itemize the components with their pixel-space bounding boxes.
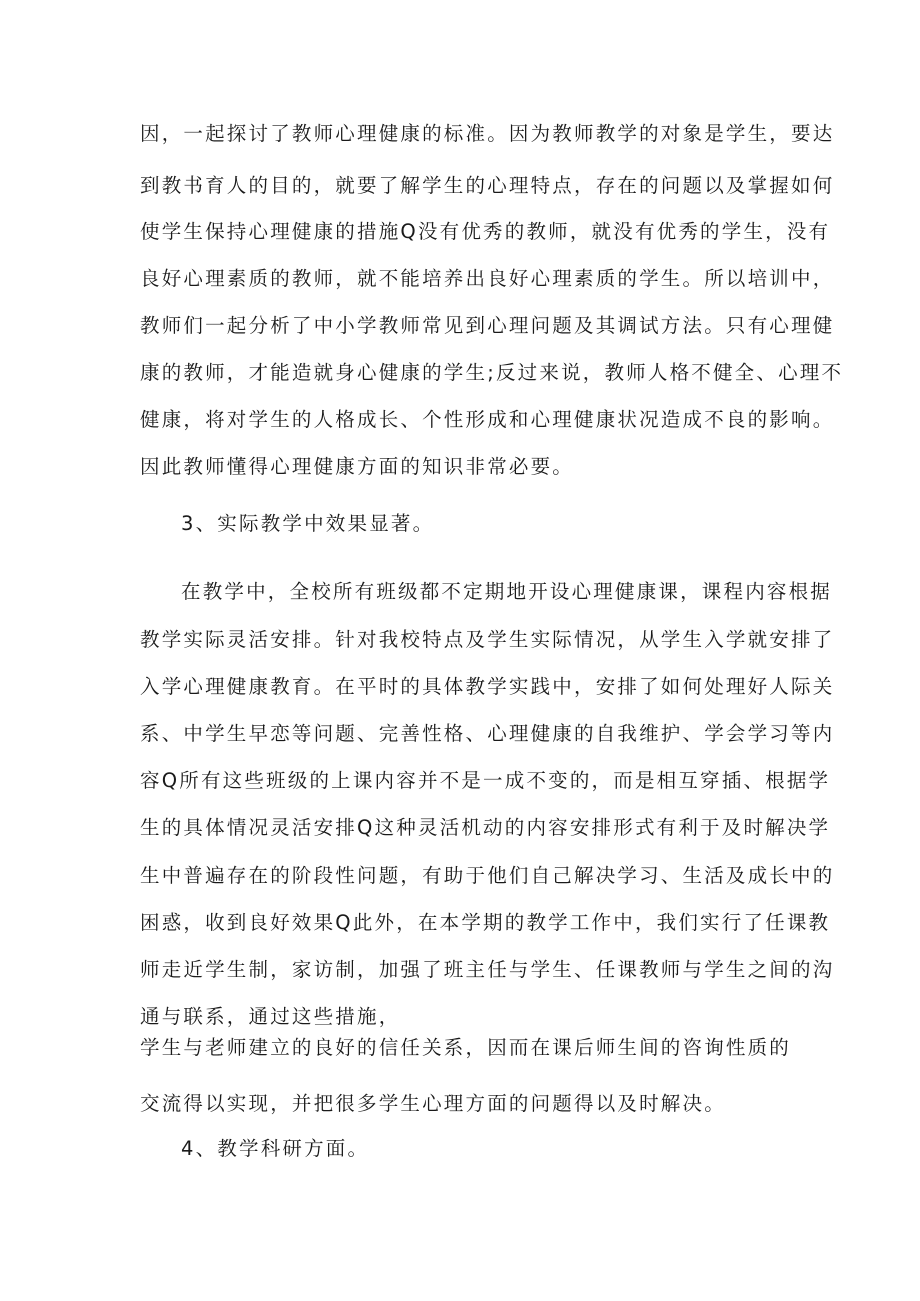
text-line: 容Q所有这些班级的上课内容并不是一成不变的，而是相互穿插、根据学 [140, 769, 831, 792]
text-line: 师走近学生制，家访制，加强了班主任与学生、任课教师与学生之间的沟 [140, 958, 835, 981]
text-line: 生的具体情况灵活安排Q这种灵活机动的内容安排形式有利于及时解决学 [140, 816, 831, 839]
text-line: 因此教师懂得心理健康方面的知识非常必要。 [140, 455, 575, 478]
text-line: 困惑，收到良好效果Q此外，在本学期的教学工作中，我们实行了任课教 [140, 911, 831, 934]
text-line: 因，一起探讨了教师心理健康的标准。因为教师教学的对象是学生，要达 [140, 122, 835, 145]
section-heading: 4、教学科研方面。 [181, 1137, 370, 1160]
text-line: 使学生保持心理健康的措施Q没有优秀的教师，就没有优秀的学生，没有 [140, 220, 831, 243]
text-line: 入学心理健康教育。在平时的具体教学实践中，安排了如何处理好人际关 [140, 675, 835, 698]
text-line: 交流得以实现，并把很多学生心理方面的问题得以及时解决。 [140, 1092, 726, 1115]
text-line: 通与联系，通过这些措施， [140, 1005, 401, 1028]
text-line: 生中普遍存在的阶段性问题，有助于他们自己解决学习、生活及成长中的 [140, 864, 835, 887]
text-line: 在教学中，全校所有班级都不定期地开设心理健康课，课程内容根据 [181, 580, 833, 603]
text-line: 学生与老师建立的良好的信任关系，因而在课后师生间的咨询性质的 [140, 1036, 792, 1059]
section-heading: 3、实际教学中效果显著。 [181, 512, 435, 535]
text-line: 康的教师，才能造就身心健康的学生;反过来说，教师人格不健全、心理不 [140, 361, 844, 384]
text-line: 良好心理素质的教师，就不能培养出良好心理素质的学生。所以培训中， [140, 267, 835, 290]
text-line: 系、中学生早恋等问题、完善性格、心理健康的自我维护、学会学习等内 [140, 722, 835, 745]
text-line: 教师们一起分析了中小学教师常见到心理问题及其调试方法。只有心理健 [140, 314, 835, 337]
text-line: 教学实际灵活安排。针对我校特点及学生实际情况，从学生入学就安排了 [140, 628, 835, 651]
text-line: 到教书育人的目的，就要了解学生的心理特点，存在的问题以及掌握如何 [140, 174, 835, 197]
text-line: 健康，将对学生的人格成长、个性形成和心理健康状况造成不良的影响。 [140, 408, 835, 431]
